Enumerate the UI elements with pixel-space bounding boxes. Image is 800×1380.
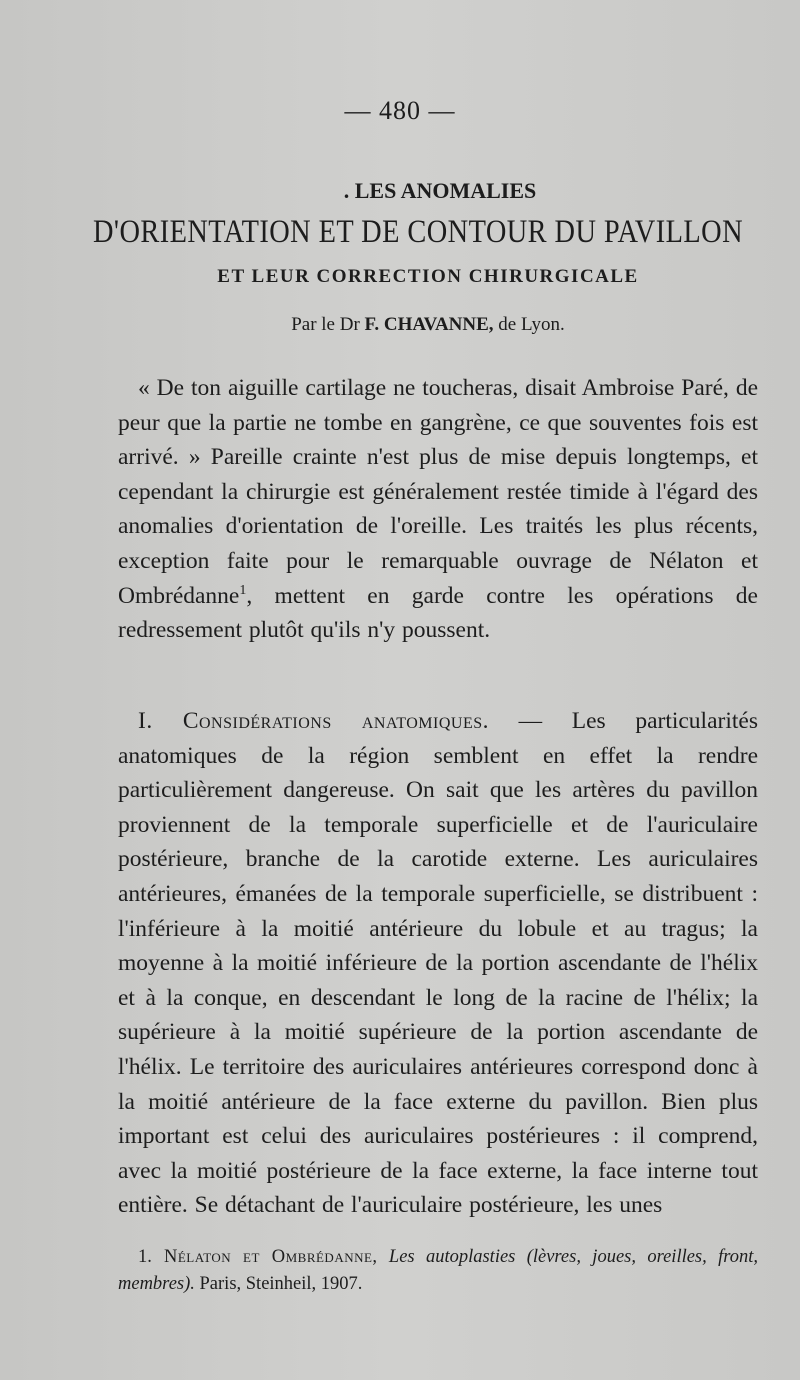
byline-suffix: de Lyon. <box>498 314 565 335</box>
author-byline <box>0 314 800 336</box>
footnote <box>118 1244 758 1298</box>
byline-author: F. CHAVANNE, <box>364 314 494 335</box>
byline-prefix: Par le Dr <box>291 314 360 335</box>
article-title-line-3: ET LEUR CORRECTION CHIRURGICALE <box>217 266 639 287</box>
footnote-number: 1. <box>138 1247 152 1267</box>
paragraph-anatomy-text: — Les particularités anatomiques de la région semblent en effet la rendre particulièrement dangereuse. On sait que les artères du pavillon proviennent de la temporale superficielle et de l'auriculaire postérieure, branche de la carotide externe. Les auriculaires antérieures, émanées de la temporale superficielle, se distribuent : l'inférieure à la moitié antérieure du lobule et au tragus; la moyenne à la moitié inférieure de la portion ascendante de l'hélix et à la conque, en descendant le long de la racine de l'hélix; la supérieure à la moitié supérieure de la portion ascendante de l'hélix. Le territoire des auriculaires antérieures correspond donc à la moitié antérieure de la face externe du pavillon. Bien plus important est celui des auriculaires postérieures : il comprend, avec la moitié postérieure de la face externe, la face interne tout entière. Se détachant de l'auriculaire postérieure, les unes <box>118 708 758 1219</box>
paragraph-intro-text-end: , mettent en garde contre les opérations de redressement plutôt qu'ils n'y poussent. <box>118 582 758 644</box>
paragraph-anatomy <box>118 704 758 1223</box>
footnote-reference: 1 <box>239 582 247 598</box>
article-title-line-2: D'ORIENTATION ET DE CONTOUR DU PAVILLON <box>92 214 744 250</box>
page-number: — 480 — <box>344 96 456 125</box>
footnote-authors: Nélaton et Ombrédanne, <box>164 1247 378 1267</box>
paragraph-intro <box>118 371 758 648</box>
section-heading: I. Considérations anatomiques. <box>138 708 489 734</box>
paragraph-intro-text: « De ton aiguille cartilage ne toucheras, disait Ambroise Paré, de peur que la partie ne tombe en gangrène, ce que souventes fois est arrivé. » Pareille crainte n'est plus de mise depuis longtemps, et cependant la chirurgie est généralement restée timide à l'égard des anomalies d'orientation de l'oreille. Les traités les plus récents, exception faite pour le remarquable ouvrage de Nélaton et Ombrédanne <box>118 375 758 609</box>
footnote-publication: Paris, Steinheil, 1907. <box>199 1274 363 1294</box>
footnote-title: Les autoplasties (lèvres, joues, oreilles, front, membres). <box>118 1247 759 1294</box>
article-title-line-1: . LES ANOMALIES <box>343 178 537 203</box>
